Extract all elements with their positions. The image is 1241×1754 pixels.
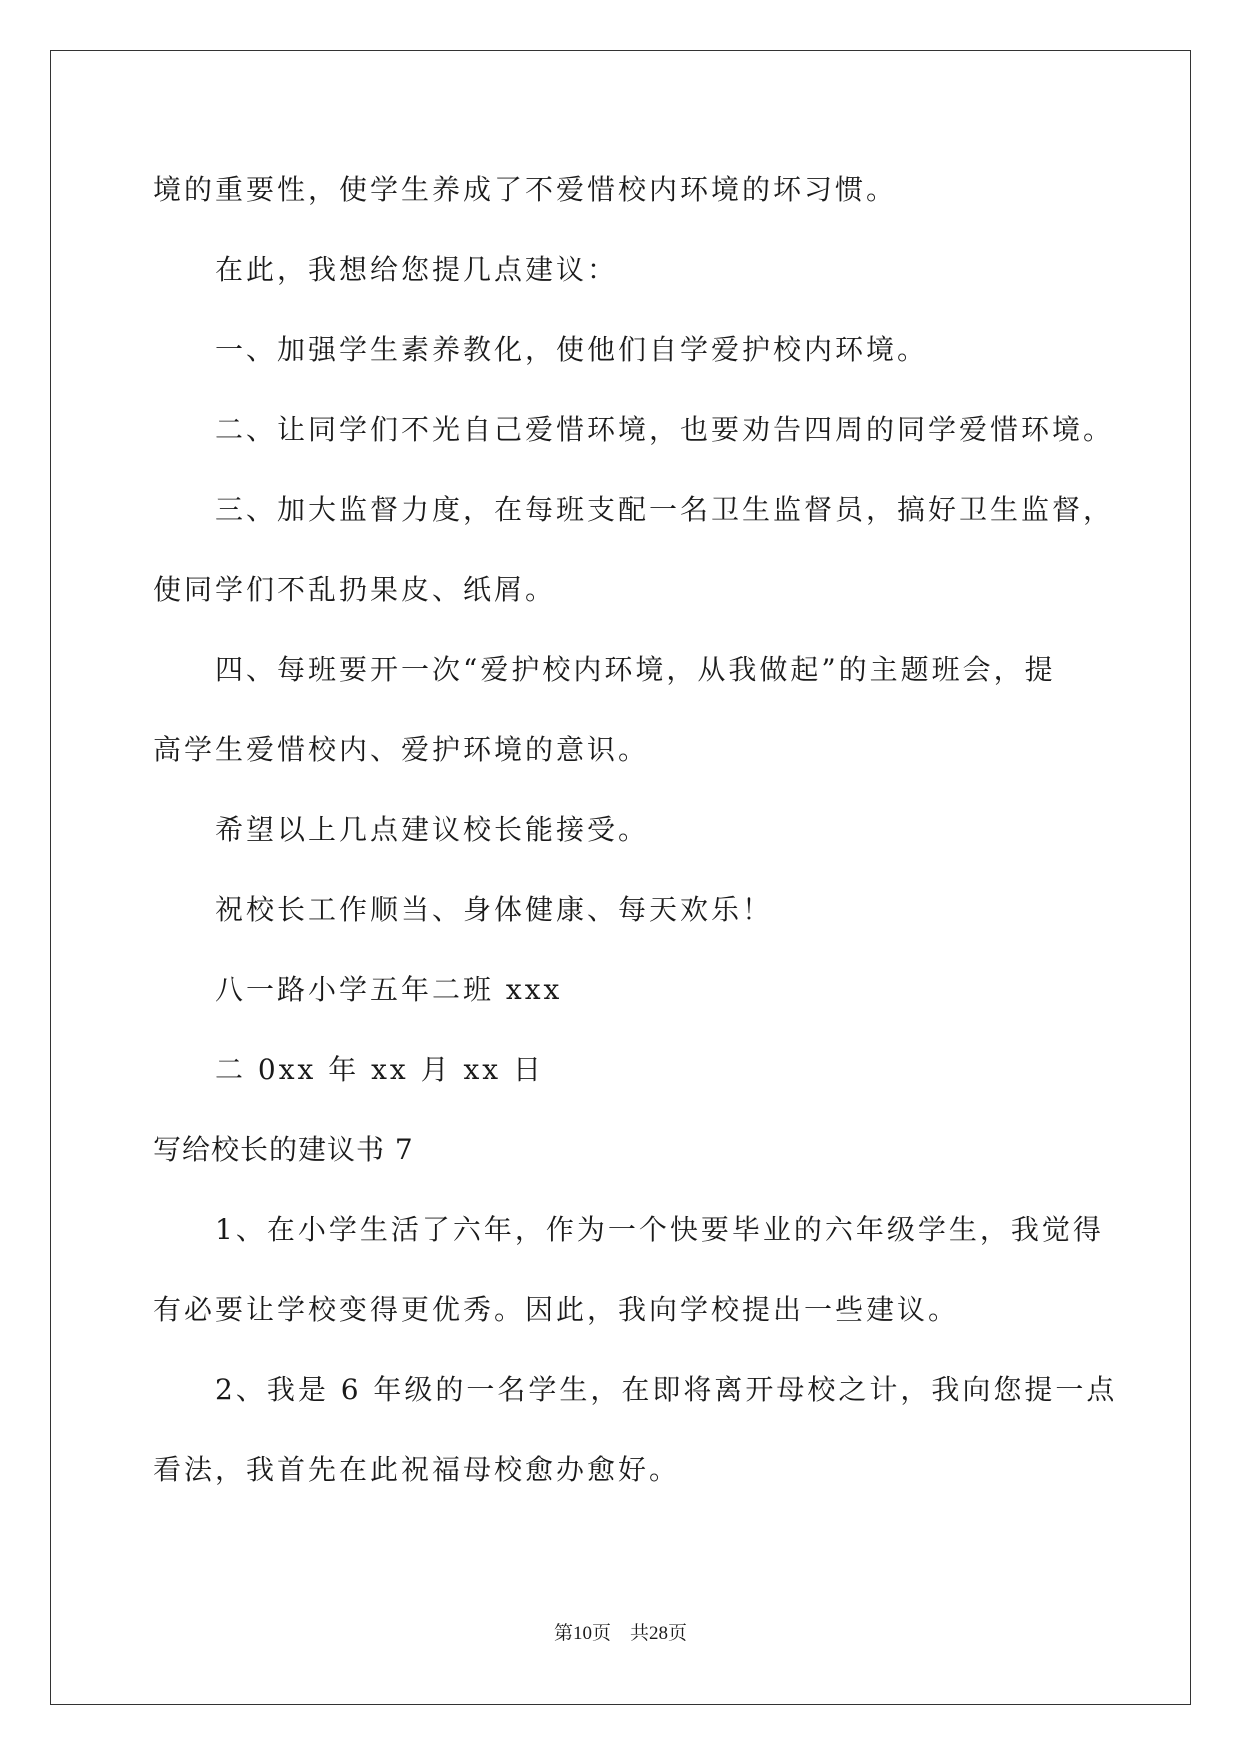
text-line: 祝校长工作顺当、身体健康、每天欢乐！ [215, 893, 774, 926]
text-line: 一、加强学生素养教化，使他们自学爱护校内环境。 [215, 333, 929, 366]
text-line: 1、在小学生活了六年，作为一个快要毕业的六年级学生，我觉得 [215, 1213, 1104, 1246]
text-line: 二、让同学们不光自己爱惜环境，也要劝告四周的同学爱惜环境。 [215, 413, 1115, 446]
text-line: 四、每班要开一次“爱护校内环境，从我做起”的主题班会，提 [215, 653, 1056, 686]
page-label-mid: 页 共 [591, 1622, 649, 1644]
page-label-prefix: 第 [553, 1622, 573, 1644]
text-line: 高学生爱惜校内、爱护环境的意识。 [153, 733, 650, 766]
current-page-number: 10 [572, 1623, 592, 1644]
text-line: 三、加大监督力度，在每班支配一名卫生监督员，搞好卫生监督， [215, 493, 1115, 526]
page-footer [0, 1624, 1241, 1643]
text-line: 有必要让学校变得更优秀。因此，我向学校提出一些建议。 [153, 1293, 960, 1326]
section-heading: 写给校长的建议书 7 [153, 1133, 414, 1166]
text-line: 看法，我首先在此祝福母校愈办愈好。 [153, 1453, 681, 1486]
signature-line: 八一路小学五年二班 xxx [215, 973, 563, 1006]
text-line: 境的重要性，使学生养成了不爱惜校内环境的坏习惯。 [153, 173, 898, 206]
total-pages-number: 28 [649, 1623, 668, 1644]
text-line: 希望以上几点建议校长能接受。 [215, 813, 650, 846]
text-line: 使同学们不乱扔果皮、纸屑。 [153, 573, 557, 606]
page-label-suffix: 页 [668, 1622, 688, 1644]
date-line: 二 0xx 年 xx 月 xx 日 [215, 1053, 544, 1086]
text-line: 2、我是 6 年级的一名学生，在即将离开母校之计，我向您提一点 [215, 1373, 1118, 1406]
text-line: 在此，我想给您提几点建议： [215, 253, 619, 286]
